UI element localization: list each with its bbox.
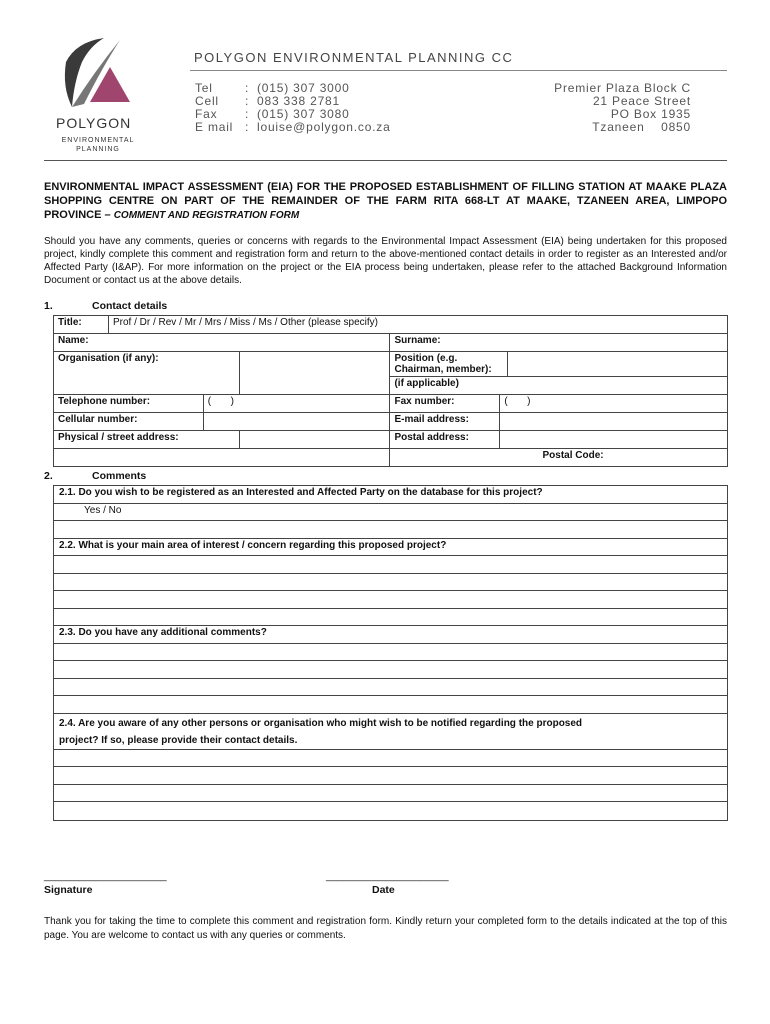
physical-address-field-cont[interactable]: [54, 449, 390, 467]
contact-value: 083 338 2781: [257, 94, 341, 108]
register-answer[interactable]: Yes / No: [54, 504, 727, 522]
section-1-heading: [44, 300, 167, 312]
physical-address-label: Physical / street address:: [54, 431, 240, 449]
table-row: [54, 449, 728, 467]
polygon-logo-icon: [54, 32, 144, 117]
telephone-label: Telephone number:: [54, 395, 204, 413]
answer-line[interactable]: [54, 661, 727, 679]
postal-code-field[interactable]: [608, 449, 728, 467]
letterhead-divider: [44, 160, 727, 161]
email-field[interactable]: [500, 413, 728, 431]
signature-label: Signature: [44, 884, 93, 896]
answer-line[interactable]: [54, 609, 727, 627]
document-title: [44, 180, 727, 223]
answer-line[interactable]: [54, 802, 727, 820]
question-2-4-line: project? If so, please provide their contact details.: [59, 734, 298, 746]
organisation-label-cont: [54, 377, 240, 395]
document-title-main: ENVIRONMENTAL IMPACT ASSESSMENT (EIA) FOR THE PROPOSED ESTABLISHMENT OF FILLING STATION AT MAAKE PLAZA SHOPPING CENTRE ON PART OF THE REMAINDER OF THE FARM RITA 668-LT AT MAAKE, TZANEEN AREA, LIMPOPO PROVINCE –: [44, 181, 727, 221]
contact-sep: :: [245, 81, 250, 95]
cellular-field[interactable]: [203, 413, 390, 431]
postal-code-label: Postal Code:: [390, 449, 608, 467]
contact-sep: :: [245, 107, 250, 121]
organisation-field-cont[interactable]: [239, 377, 390, 395]
cellular-label: Cellular number:: [54, 413, 204, 431]
contact-details-table: [53, 315, 728, 467]
contact-block: [195, 82, 391, 134]
section-2-heading: [44, 470, 146, 482]
table-row: [54, 377, 728, 395]
answer-line[interactable]: [54, 556, 727, 574]
company-name: POLYGON ENVIRONMENTAL PLANNING CC: [194, 50, 514, 65]
telephone-field[interactable]: ( ): [203, 395, 390, 413]
question-2-4-line: 2.4. Are you aware of any other persons or organisation who might wish to be notified regarding the proposed: [59, 717, 583, 729]
organisation-field[interactable]: [239, 352, 390, 377]
contact-label: E mail: [195, 120, 234, 134]
physical-address-field[interactable]: [239, 431, 390, 449]
answer-line[interactable]: [54, 696, 727, 714]
logo-subtitle: [58, 136, 138, 154]
contact-sep: :: [245, 120, 250, 134]
answer-line[interactable]: [54, 644, 727, 662]
comments-box: [53, 485, 728, 821]
question-2-4: [54, 714, 727, 750]
footer-note: Thank you for taking the time to complete this comment and registration form. Kindly return your completed form to the details indicated at the top of this page. You are welcome to contact us with any queries or comments.: [44, 916, 727, 941]
address-line: 21 Peace Street: [592, 94, 691, 108]
table-row: [54, 316, 728, 334]
table-row: [54, 413, 728, 431]
logo-sub-line: PLANNING: [76, 146, 120, 153]
answer-line[interactable]: [54, 591, 727, 609]
contact-label: Tel: [195, 81, 213, 95]
question-2-1: 2.1. Do you wish to be registered as an Interested and Affected Party on the database for this project?: [54, 486, 727, 504]
contact-label: Fax: [195, 107, 218, 121]
address-line: PO Box 1935: [610, 107, 691, 121]
intro-paragraph: Should you have any comments, queries or concerns with regards to the Environmental Impact Assessment (EIA) being undertaken for this proposed project, kindly complete this comment and registration form and return to the above-mentioned contact details in order to register as an Interested and/or Affected Party (I&AP). For more information on the project or the EIA process being undertaken, please refer to the attached Background Information Document or contact us at the above details.: [44, 236, 727, 286]
section-number: 1.: [44, 300, 53, 312]
answer-line[interactable]: [54, 750, 727, 768]
organisation-label: Organisation (if any):: [54, 352, 240, 377]
contact-sep: :: [245, 94, 250, 108]
section-title: Comments: [92, 470, 147, 482]
surname-field[interactable]: Surname:: [390, 334, 728, 352]
contact-value: (015) 307 3080: [257, 107, 350, 121]
table-row: [54, 334, 728, 352]
answer-line[interactable]: [54, 679, 727, 697]
contact-label: Cell: [195, 94, 219, 108]
section-title: Contact details: [92, 300, 168, 312]
answer-line[interactable]: [54, 574, 727, 592]
question-2-3: 2.3. Do you have any additional comments?: [54, 626, 727, 644]
question-2-2: 2.2. What is your main area of interest / concern regarding this proposed project?: [54, 539, 727, 557]
answer-line[interactable]: [54, 785, 727, 803]
signature-line[interactable]: _____________________: [44, 870, 167, 882]
name-field[interactable]: Name:: [54, 334, 390, 352]
logo-sub-line: ENVIRONMENTAL: [61, 137, 135, 144]
answer-line[interactable]: [54, 767, 727, 785]
address-line: Premier Plaza Block C: [554, 81, 691, 95]
postal-address-block: [540, 82, 691, 134]
table-row: [54, 431, 728, 449]
table-row: [54, 352, 728, 377]
date-line[interactable]: _____________________: [326, 870, 449, 882]
answer-line[interactable]: [54, 521, 727, 539]
fax-field[interactable]: ( ): [500, 395, 728, 413]
position-field[interactable]: [508, 352, 728, 377]
title-label: Title:: [54, 316, 109, 334]
contact-row-email: [195, 121, 391, 134]
date-label: Date: [372, 884, 395, 896]
email-label: E-mail address:: [390, 413, 500, 431]
postal-address-label: Postal address:: [390, 431, 500, 449]
company-logo: [54, 32, 144, 157]
address-line: Tzaneen 0850: [592, 120, 691, 134]
section-number: 2.: [44, 470, 53, 482]
table-row: [54, 395, 728, 413]
fax-label: Fax number:: [390, 395, 500, 413]
logo-name: POLYGON: [56, 115, 132, 131]
contact-value: louise@polygon.co.za: [257, 120, 391, 134]
contact-value: (015) 307 3000: [257, 81, 350, 95]
position-label: Position (e.g. Chairman, member):: [390, 352, 508, 377]
position-note: (if applicable): [390, 377, 728, 395]
document-title-sub: COMMENT AND REGISTRATION FORM: [113, 210, 300, 221]
postal-address-field[interactable]: [500, 431, 728, 449]
title-options[interactable]: Prof / Dr / Rev / Mr / Mrs / Miss / Ms / Other (please specify): [108, 316, 727, 334]
header-divider: [190, 70, 727, 71]
